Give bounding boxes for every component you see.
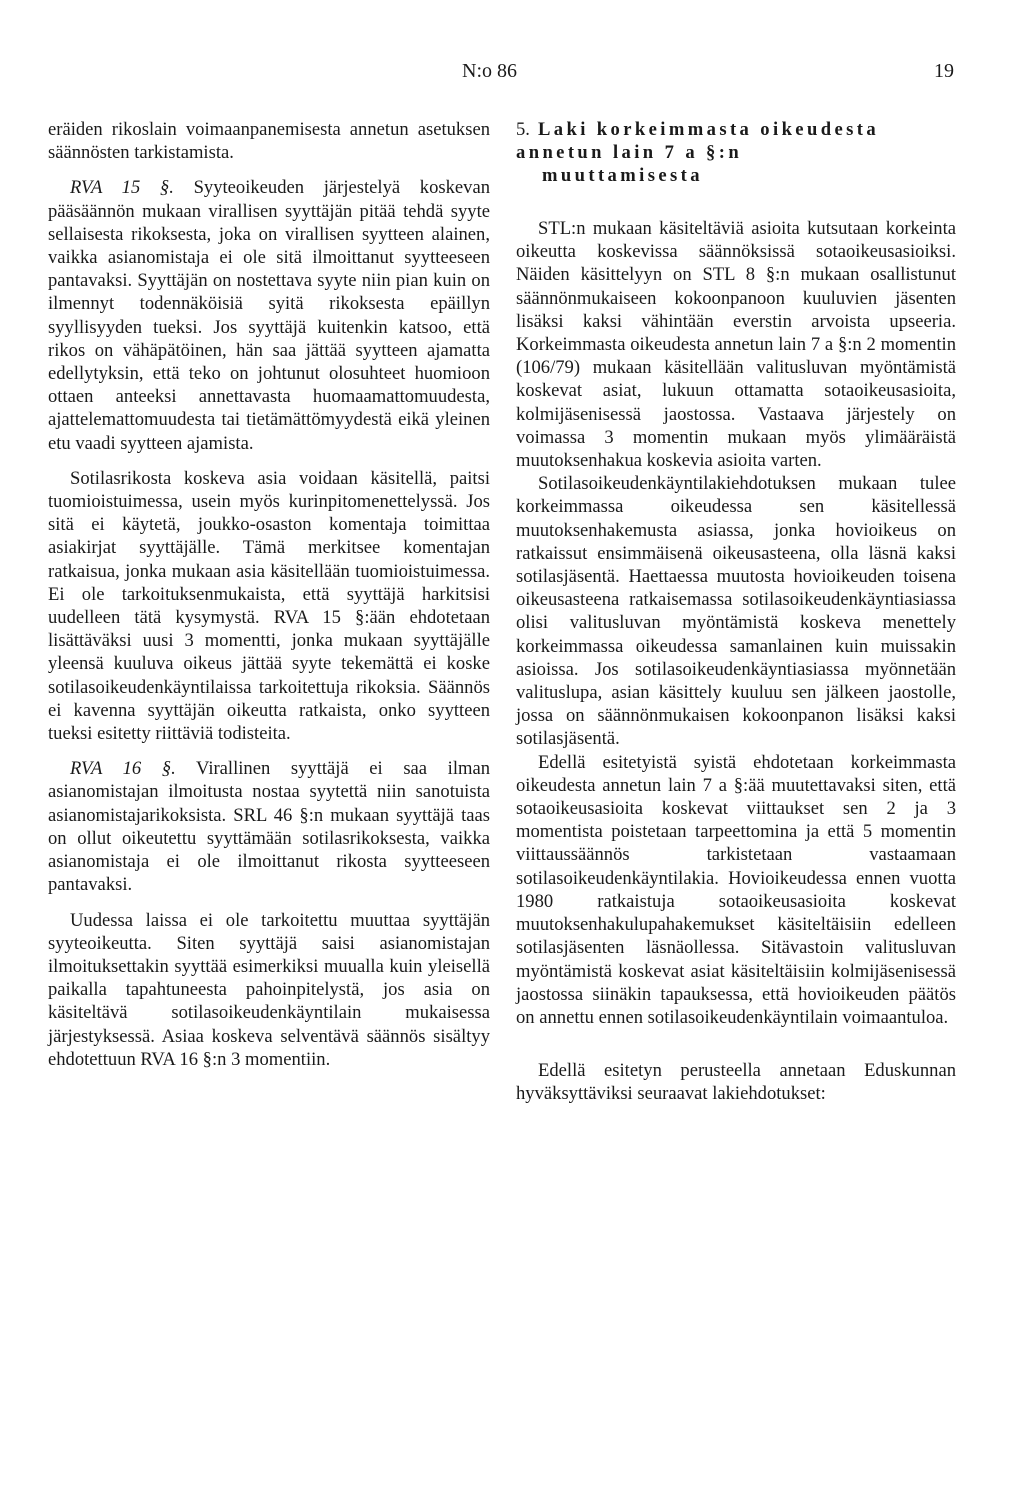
- paragraph-amendment: Edellä esitetyistä syistä ehdotetaan korkeimmasta oikeudesta annetun lain 7 a §:ää muutettavaksi siten, että sotaoikeusasioita koskevat viittaukset sen 2 ja 3 momentista poistetaan tarpeettomina ja että 5 momentin viittaussäännös tarkistetaan vastaamaan sotilasoikeudenkäyntilakia. Hovioikeudessa ennen vuotta 1980 ratkaistuja sotaoikeusasioita koskevat muutoksenhakulupahakemukset käsiteltäisiin edelleen sotilasjäsenten läsnäollessa. Sitävastoin valitusluvan myöntämistä koskevat asiat käsiteltäisiin kolmijäsenisessä jaostossa siinäkin tapauksessa, että hovioikeuden päätös on annettu ennen sotilasoikeudenkäyntilain voimaantuloa.: [516, 751, 956, 1028]
- section-heading-title-end: muuttamisesta: [542, 165, 703, 186]
- paragraph-rva-16: [48, 757, 490, 896]
- paragraph-rva-16-text: Virallinen syyttäjä ei saa ilman asianomistajan ilmoitusta nostaa syytettä niin sanotuista asianomistajarikoksista. SRL 46 §:n mukaan syyttäjä taas on ollut oikeutettu syyttämään sotilasrikoksesta, vaikka asianomistaja ei ole ilmoittanut rikosta syytteeseen pantavaksi.: [48, 758, 490, 896]
- paragraph-new-law: Uudessa laissa ei ole tarkoitettu muuttaa syyttäjän syyteoikeutta. Siten syyttäjä saisi asianomistajan ilmoituksettakin syyttää esimerkiksi muualla kuin yleisellä paikalla tapahtuneesta pahoinpitelystä, jos asia on käsiteltävä sotilasoikeudenkäyntilain mukaisessa järjestyksessä. Asiaa koskeva selventävä säännös sisältyy ehdotettuun RVA 16 §:n 3 momentiin.: [48, 909, 490, 1070]
- paragraph-proposal: Sotilasoikeudenkäyntilakiehdotuksen mukaan tulee korkeimmassa oikeudessa sen käsitellessä muutoksenhakemusta asiassa, jonka hovioikeus on ratkaissut ensimmäisenä oikeusasteena, olla läsnä kaksi sotilasjäsentä. Haettaessa muutosta hovioikeuden toisena oikeusasteena ratkaisemassa sotilasoikeudenkäyntiasiassa olisi valitusluvan myöntämistä koskeva menettely korkeimmassa oikeudessa samanlainen kuin muissakin asioissa. Jos sotilasoikeudenkäyntiasiassa myönnetään valituslupa, asian käsittely kuuluu sen jälkeen jaostolle, jossa on säännönmukaisen kokoonpanon lisäksi kaksi sotilasjäsentä.: [516, 473, 956, 750]
- paragraph-conclusion: Edellä esitetyn perusteella annetaan Eduskunnan hyväksyttäviksi seuraavat lakiehdotukset:: [516, 1060, 956, 1105]
- page-number: 19: [934, 60, 954, 82]
- document-number: N:o 86: [462, 60, 517, 82]
- paragraph-stl: STL:n mukaan käsiteltäviä asioita kutsutaan korkeinta oikeutta koskevissa säännöksissä sotaoikeusasioiksi. Näiden käsittelyyn on STL 8 §:n mukaan osallistunut säännönmukaiseen kokoonpanoon kuuluvien jäsenten lisäksi kaksi vähintään everstin arvoista upseeria. Korkeimmasta oikeudesta annetun lain 7 a §:n 2 momentin (106/79) mukaan käsitellään valitusluvan myöntämistä koskevat asiat, lukuun ottamatta sotaoikeusasioita, kolmijäsenisessä jaostossa. Vastaava järjestely on voimassa 3 momentin mukaan myös ylimääräistä muutoksenhakua koskevia asioita varten.: [516, 218, 956, 472]
- section-heading: [516, 118, 956, 187]
- left-column: [48, 118, 490, 1071]
- paragraph-rva-15: [48, 176, 490, 454]
- right-column: [516, 118, 956, 1106]
- section-heading-title: Laki korkeimmasta oikeudesta annetun lain 7 a §:n: [516, 119, 880, 163]
- paragraph-military-crime: Sotilasrikosta koskeva asia voidaan käsitellä, paitsi tuomioistuimessa, usein myös kurinpitomenettelyssä. Jos sitä ei käytetä, joukko-osaston komentaja toimittaa asiakirjat syyttäjälle. Tämä merkitsee komentajan ratkaisua, jonka mukaan asia käsitellään tuomioistuimessa. Ei ole tarkoituksenmukaista, että syyttäjä harkitsisi uudelleen tätä kysymystä. RVA 15 §:ään ehdotetaan lisättäväksi uusi 3 momentti, jonka mukaan syyttäjälle yleensä kuuluva oikeus jättää syyte tekemättä ei koske sotilasoikeudenkäyntilaissa tarkoitettuja rikoksia. Säännös ei kavenna syyttäjän oikeutta ratkaista, onko syytteen tueksi esitetty riittäviä todisteita.: [48, 467, 490, 745]
- section-ref-rva-15: RVA 15 §.: [70, 177, 174, 199]
- section-heading-number: 5.: [516, 119, 530, 140]
- paragraph-intro-continuation: eräiden rikoslain voimaanpanemisesta annetun asetuksen säännösten tarkistamista.: [48, 119, 490, 164]
- page-header: [0, 60, 1024, 90]
- section-ref-rva-16: RVA 16 §.: [70, 758, 176, 780]
- paragraph-rva-15-text: Syyteoikeuden järjestelyä koskevan pääsäännön mukaan virallisen syyttäjän pitää tehdä syyte sellaisesta rikoksesta, joka on virallisen syytteen alainen, vaikka asianomistaja ei ole sitä ilmoittanut syytteeseen pantavaksi. Syyttäjän on nostettava syyte niin pian kuin on ilmennyt todennäköisiä syitä rikoksesta epäillyn syyllisyyden tueksi. Jos syyttäjä kuitenkin katsoo, että rikos on vähäpätöinen, hän saa jättää syytteen ajamatta edellytyksin, että teko on johtunut olosuhteet huomioon ottaen anteeksi annettavasta huomaamattomuudesta, ajattelemattomuudesta tai tietämättömyydestä eikä yleinen etu vaadi syytteen ajamista.: [48, 177, 491, 454]
